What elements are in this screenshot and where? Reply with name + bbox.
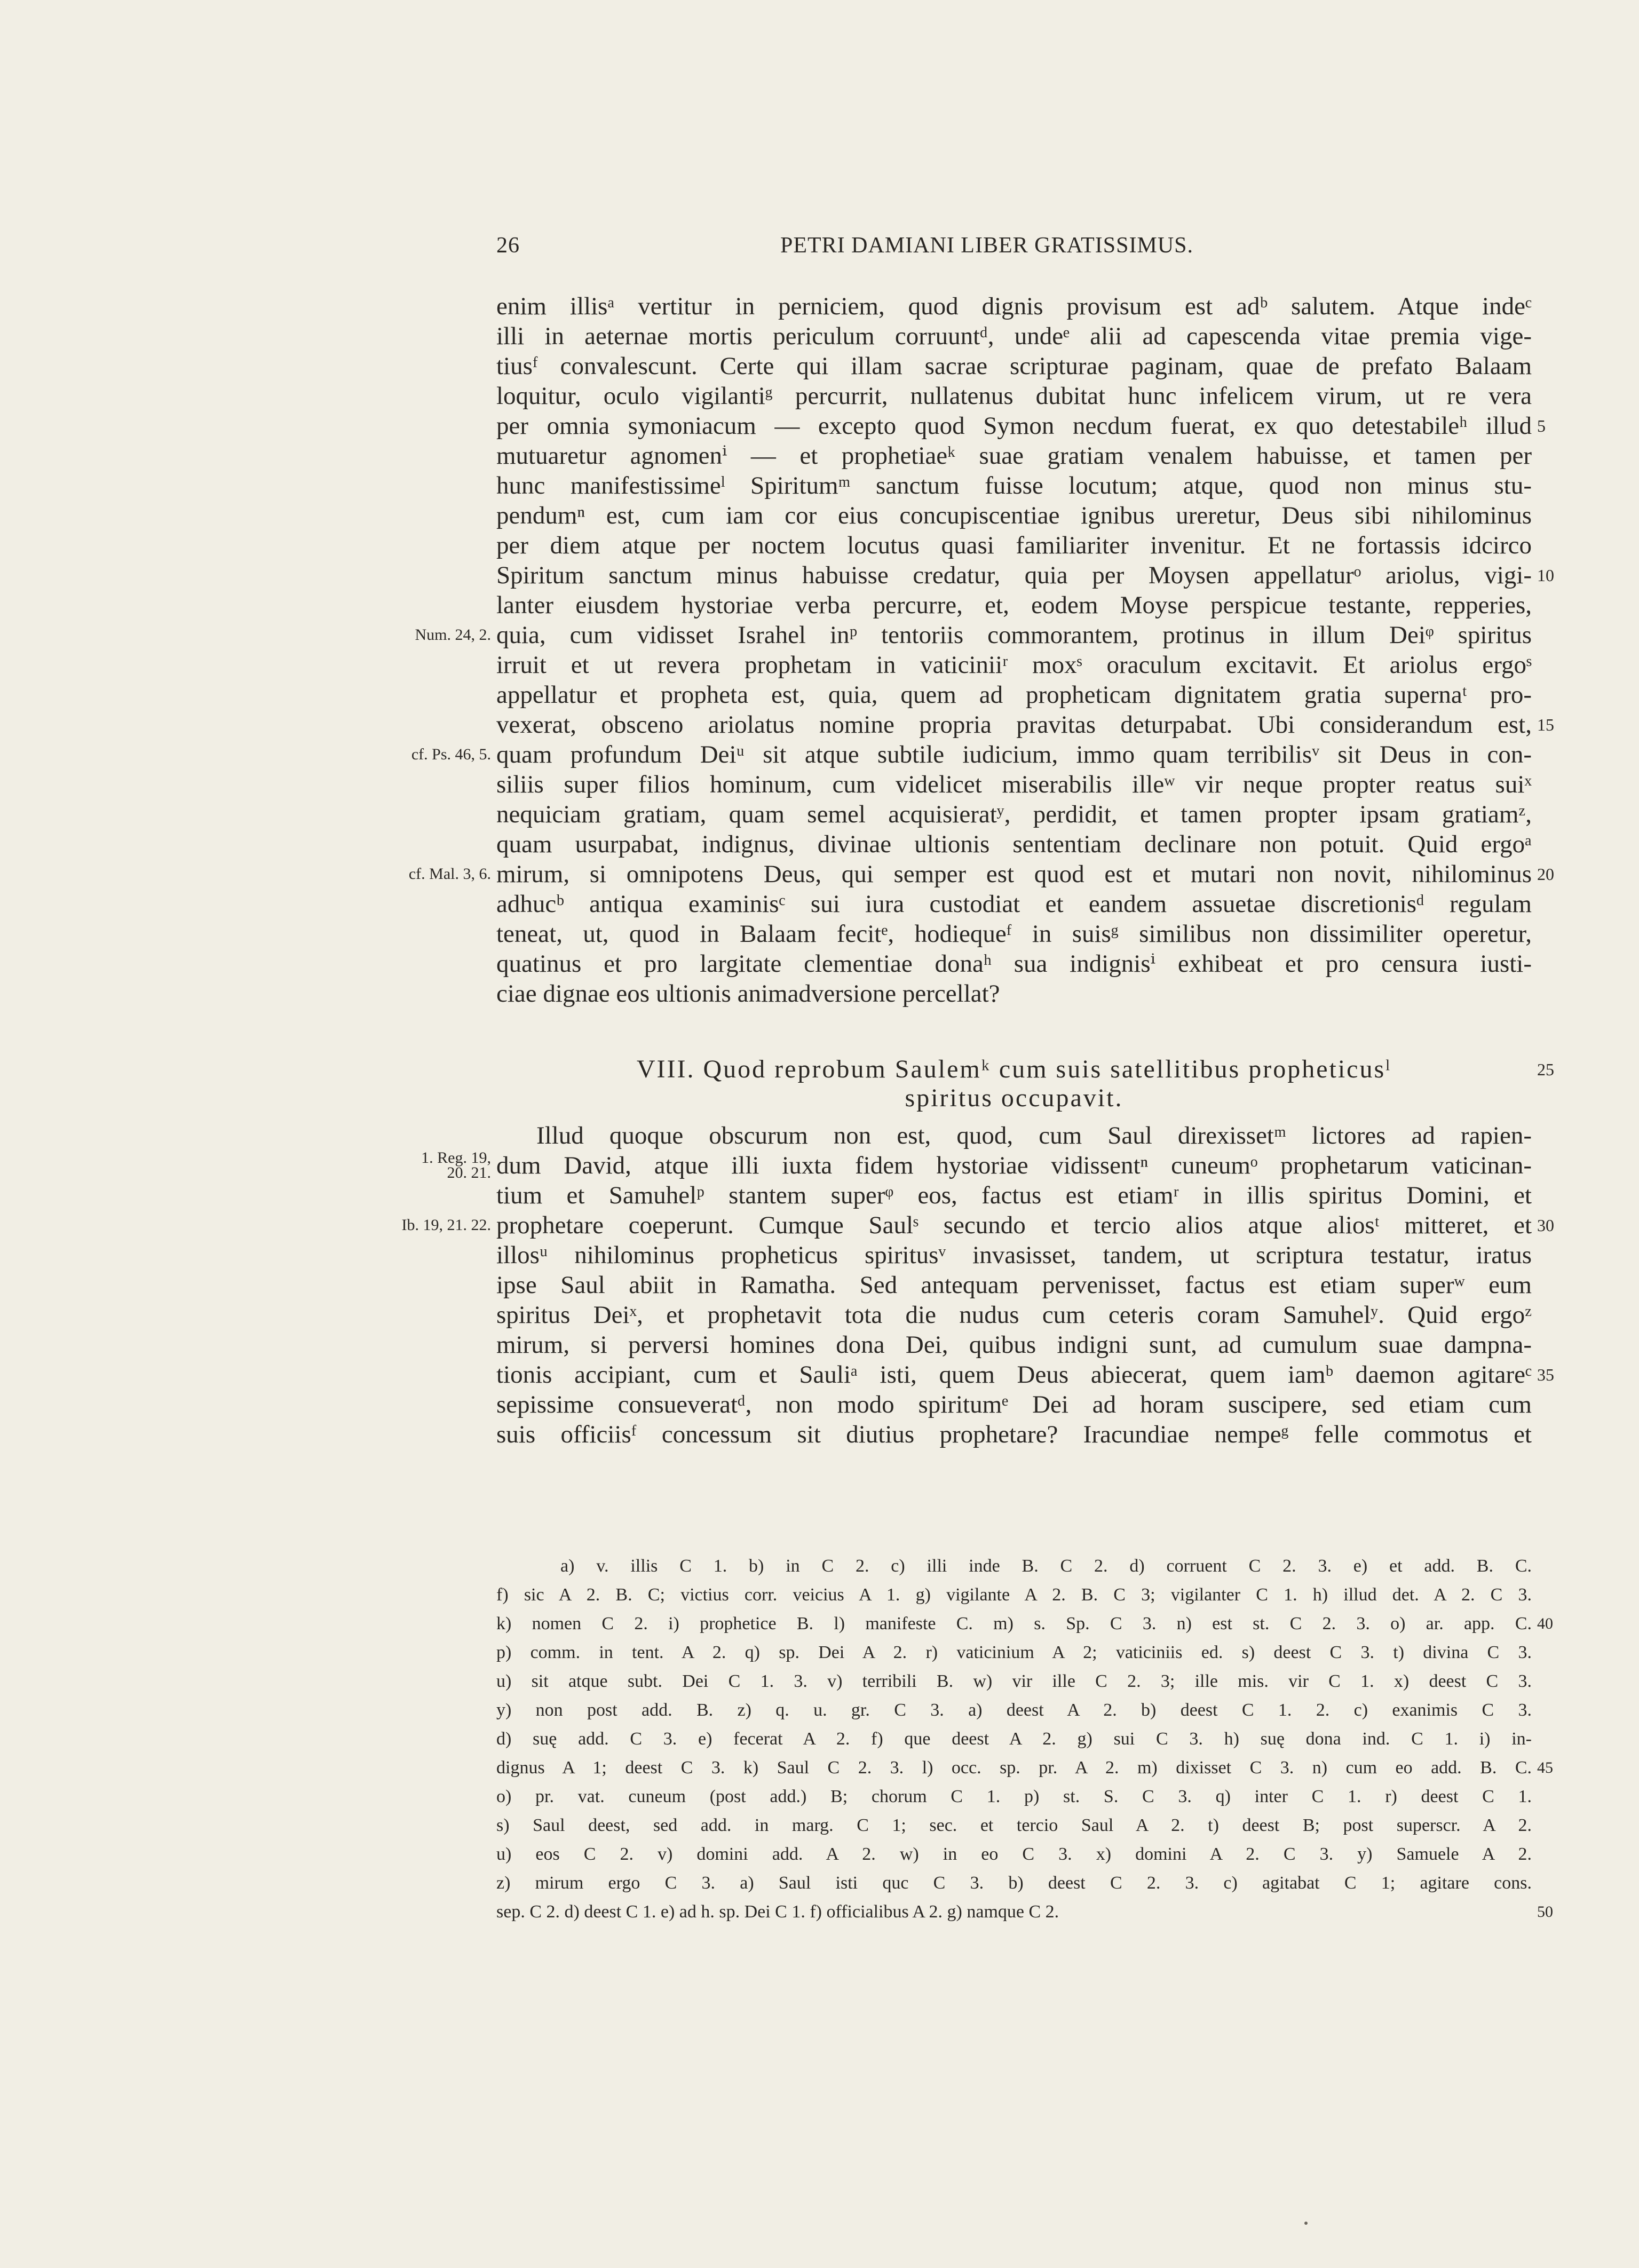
text-line: quam usurpabat, indignus, divinae ultionis sententiam declinare non potuit. Quid ergoᵃ [496,830,1532,858]
line-number: 20 [1537,865,1554,884]
running-title: PETRI DAMIANI LIBER GRATISSIMUS. [780,233,1194,258]
footnote-line: a) v. illis C 1. b) in C 2. c) illi inde B. C 2. d) corruent C 2. 3. e) et add. B. C. [560,1556,1532,1576]
margin-note: cf. Mal. 3, 6. [408,865,491,883]
footnote-line: d) suę add. C 3. e) fecerat A 2. f) que deest A 2. g) sui C 3. h) suę dona ind. C 1. i) in- [496,1729,1532,1749]
footnote-line-number: 45 [1537,1759,1553,1777]
line-number: 5 [1537,416,1546,435]
margin-note: 20. 21. [447,1164,491,1181]
text-line: spiritus Deiˣ, et prophetavit tota die nudus cum ceteris coram Samuhelʸ. Quid ergoᶻ [496,1301,1532,1329]
footnote-line: o) pr. vat. cuneum (post add.) B; chorum C 1. p) st. S. C 3. q) inter C 1. r) deest C 1. [496,1787,1532,1806]
line-number: 10 [1537,566,1554,585]
text-line: ipse Saul abiit in Ramatha. Sed antequam pervenisset, factus est etiam superʷ eum [496,1271,1532,1299]
line-number: 30 [1537,1216,1554,1235]
text-line: per diem atque per noctem locutus quasi familiariter invenitur. Et ne fortassis idcirco [496,532,1532,559]
footnote-line: k) nomen C 2. i) prophetice B. l) manifeste C. m) s. Sp. C 3. n) est st. C 2. 3. o) ar. app. C. [496,1614,1532,1633]
section-heading: VIII. Quod reprobum Saulemᵏ cum suis satellitibus propheticusˡ [636,1055,1392,1083]
text-line: sepissime consueveratᵈ, non modo spiritumᵉ Dei ad horam suscipere, sed etiam cum [496,1391,1532,1418]
text-line: dum David, atque illi iuxta fidem hystoriae vidissentⁿ cuneumᵒ prophetarum vaticinan- [496,1152,1532,1179]
footnote-line-number: 50 [1537,1903,1553,1921]
text-line: Illud quoque obscurum non est, quod, cum Saul direxissetᵐ lictores ad rapien- [536,1122,1532,1149]
text-line: Spiritum sanctum minus habuisse credatur, quia per Moysen appellaturᵒ ariolus, vigi- [496,561,1532,589]
text-line: hunc manifestissimeˡ Spiritumᵐ sanctum fuisse locutum; atque, quod non minus stu- [496,472,1532,499]
section-heading-cont: spiritus occupavit. [905,1084,1123,1112]
page-number: 26 [496,233,520,258]
line-number: 25 [1537,1060,1554,1079]
text-line: adhucᵇ antiqua examinisᶜ sui iura custodiat et eandem assuetae discretionisᵈ regulam [496,890,1532,918]
footnote-line: u) eos C 2. v) domini add. A 2. w) in eo C 3. x) domini A 2. C 3. y) Samuele A 2. [496,1844,1532,1864]
footnote-line: sep. C 2. d) deest C 1. e) ad h. sp. Dei C 1. f) officialibus A 2. g) namque C 2. [496,1902,1059,1922]
footnote-line: f) sic A 2. B. C; victius corr. veicius A 1. g) vigilante A 2. B. C 3; vigilanter C 1. h) illud det. A 2. C 3. [496,1585,1532,1605]
line-number: 15 [1537,715,1554,734]
text-line: vexerat, obsceno ariolatus nomine propria pravitas deturpabat. Ubi considerandum est, [496,711,1532,739]
text-line: mutuaretur agnomenⁱ — et prophetiaeᵏ suae gratiam venalem habuisse, et tamen per [496,442,1532,470]
footnote-line: z) mirum ergo C 3. a) Saul isti quc C 3. b) deest C 2. 3. c) agitabat C 1; agitare cons. [496,1873,1532,1893]
text-line: per omnia symoniacum — excepto quod Symon necdum fuerat, ex quo detestabileʰ illud [496,412,1532,440]
margin-note: cf. Ps. 46, 5. [411,746,491,763]
text-line: lanter eiusdem hystoriae verba percurre, et, eodem Moyse perspicue testante, repperies, [496,591,1532,619]
text-line: suis officiisᶠ concessum sit diutius prophetare? Iracundiae nempeᵍ felle commotus et [496,1421,1532,1448]
text-line: nequiciam gratiam, quam semel acquisieratʸ, perdidit, et tamen propter ipsam gratiamᶻ, [496,800,1532,828]
speck [1304,2222,1308,2225]
text-line: illosᵘ nihilominus propheticus spiritusᵛ invasisset, tandem, ut scriptura testatur, iratus [496,1241,1532,1269]
footnote-line: p) comm. in tent. A 2. q) sp. Dei A 2. r) vaticinium A 2; vaticiniis ed. s) deest C 3. t) divina C 3. [496,1643,1532,1662]
margin-note: Ib. 19, 21. 22. [401,1216,491,1234]
footnote-line: s) Saul deest, sed add. in marg. C 1; sec. et tercio Saul A 2. t) deest B; post superscr. A 2. [496,1815,1532,1835]
footnote-line: y) non post add. B. z) q. u. gr. C 3. a) deest A 2. b) deest C 1. 2. c) exanimis C 3. [496,1700,1532,1720]
footnote-line-number: 40 [1537,1615,1553,1632]
text-line: quia, cum vidisset Israhel inᵖ tentoriis commorantem, protinus in illum Deiᵠ spiritus [496,621,1532,649]
margin-note: 1. Reg. 19, [421,1149,491,1167]
text-line: enim illisᵃ vertitur in perniciem, quod dignis provisum est adᵇ salutem. Atque indeᶜ [496,292,1532,320]
text-line: tium et Samuhelᵖ stantem superᵠ eos, factus est etiamʳ in illis spiritus Domini, et [496,1181,1532,1209]
text-line: prophetare coeperunt. Cumque Saulˢ secundo et tercio alios atque aliosᵗ mitteret, et [496,1211,1532,1239]
text-line: appellatur et propheta est, quia, quem ad propheticam dignitatem gratia supernaᵗ pro- [496,681,1532,709]
text-line: pendumⁿ est, cum iam cor eius concupiscentiae ignibus ureretur, Deus sibi nihilominus [496,502,1532,529]
text-line: mirum, si perversi homines dona Dei, quibus indigni sunt, ad cumulum suae dampna- [496,1331,1532,1359]
text-line: mirum, si omnipotens Deus, qui semper est quod est et mutari non novit, nihilominus [496,860,1532,888]
margin-note: Num. 24, 2. [415,626,491,644]
text-line: quam profundum Deiᵘ sit atque subtile iudicium, immo quam terribilisᵛ sit Deus in con- [496,741,1532,768]
text-line: ciae dignae eos ultionis animadversione percellat? [496,980,1000,1008]
footnote-line: u) sit atque subt. Dei C 1. 3. v) terribili B. w) vir ille C 2. 3; ille mis. vir C 1. x) deest C 3. [496,1671,1532,1691]
text-line: tiusᶠ convalescunt. Certe qui illam sacrae scripturae paginam, quae de prefato Balaam [496,352,1532,380]
text-line: loquitur, oculo vigilantiᵍ percurrit, nullatenus dubitat hunc infelicem virum, ut re vera [496,382,1532,410]
line-number: 35 [1537,1365,1554,1384]
text-line: illi in aeternae mortis periculum corruuntᵈ, undeᵉ alii ad capescenda vitae premia vige- [496,322,1532,350]
text-line: teneat, ut, quod in Balaam fecitᵉ, hodiequeᶠ in suisᵍ similibus non dissimiliter operetur, [496,920,1532,948]
text-line: quatinus et pro largitate clementiae donaʰ sua indignisⁱ exhibeat et pro censura iusti- [496,950,1532,978]
text-line: tionis accipiant, cum et Sauliᵃ isti, quem Deus abiecerat, quem iamᵇ daemon agitareᶜ [496,1361,1532,1389]
text-line: irruit et ut revera prophetam in vaticiniiʳ moxˢ oraculum excitavit. Et ariolus ergoˢ [496,651,1532,679]
text-line: siliis super filios hominum, cum videlicet miserabilis illeʷ vir neque propter reatus suiˣ [496,771,1532,798]
footnote-line: dignus A 1; deest C 3. k) Saul C 2. 3. l) occ. sp. pr. A 2. m) dixisset C 3. n) cum eo add. B. C. [496,1758,1532,1778]
